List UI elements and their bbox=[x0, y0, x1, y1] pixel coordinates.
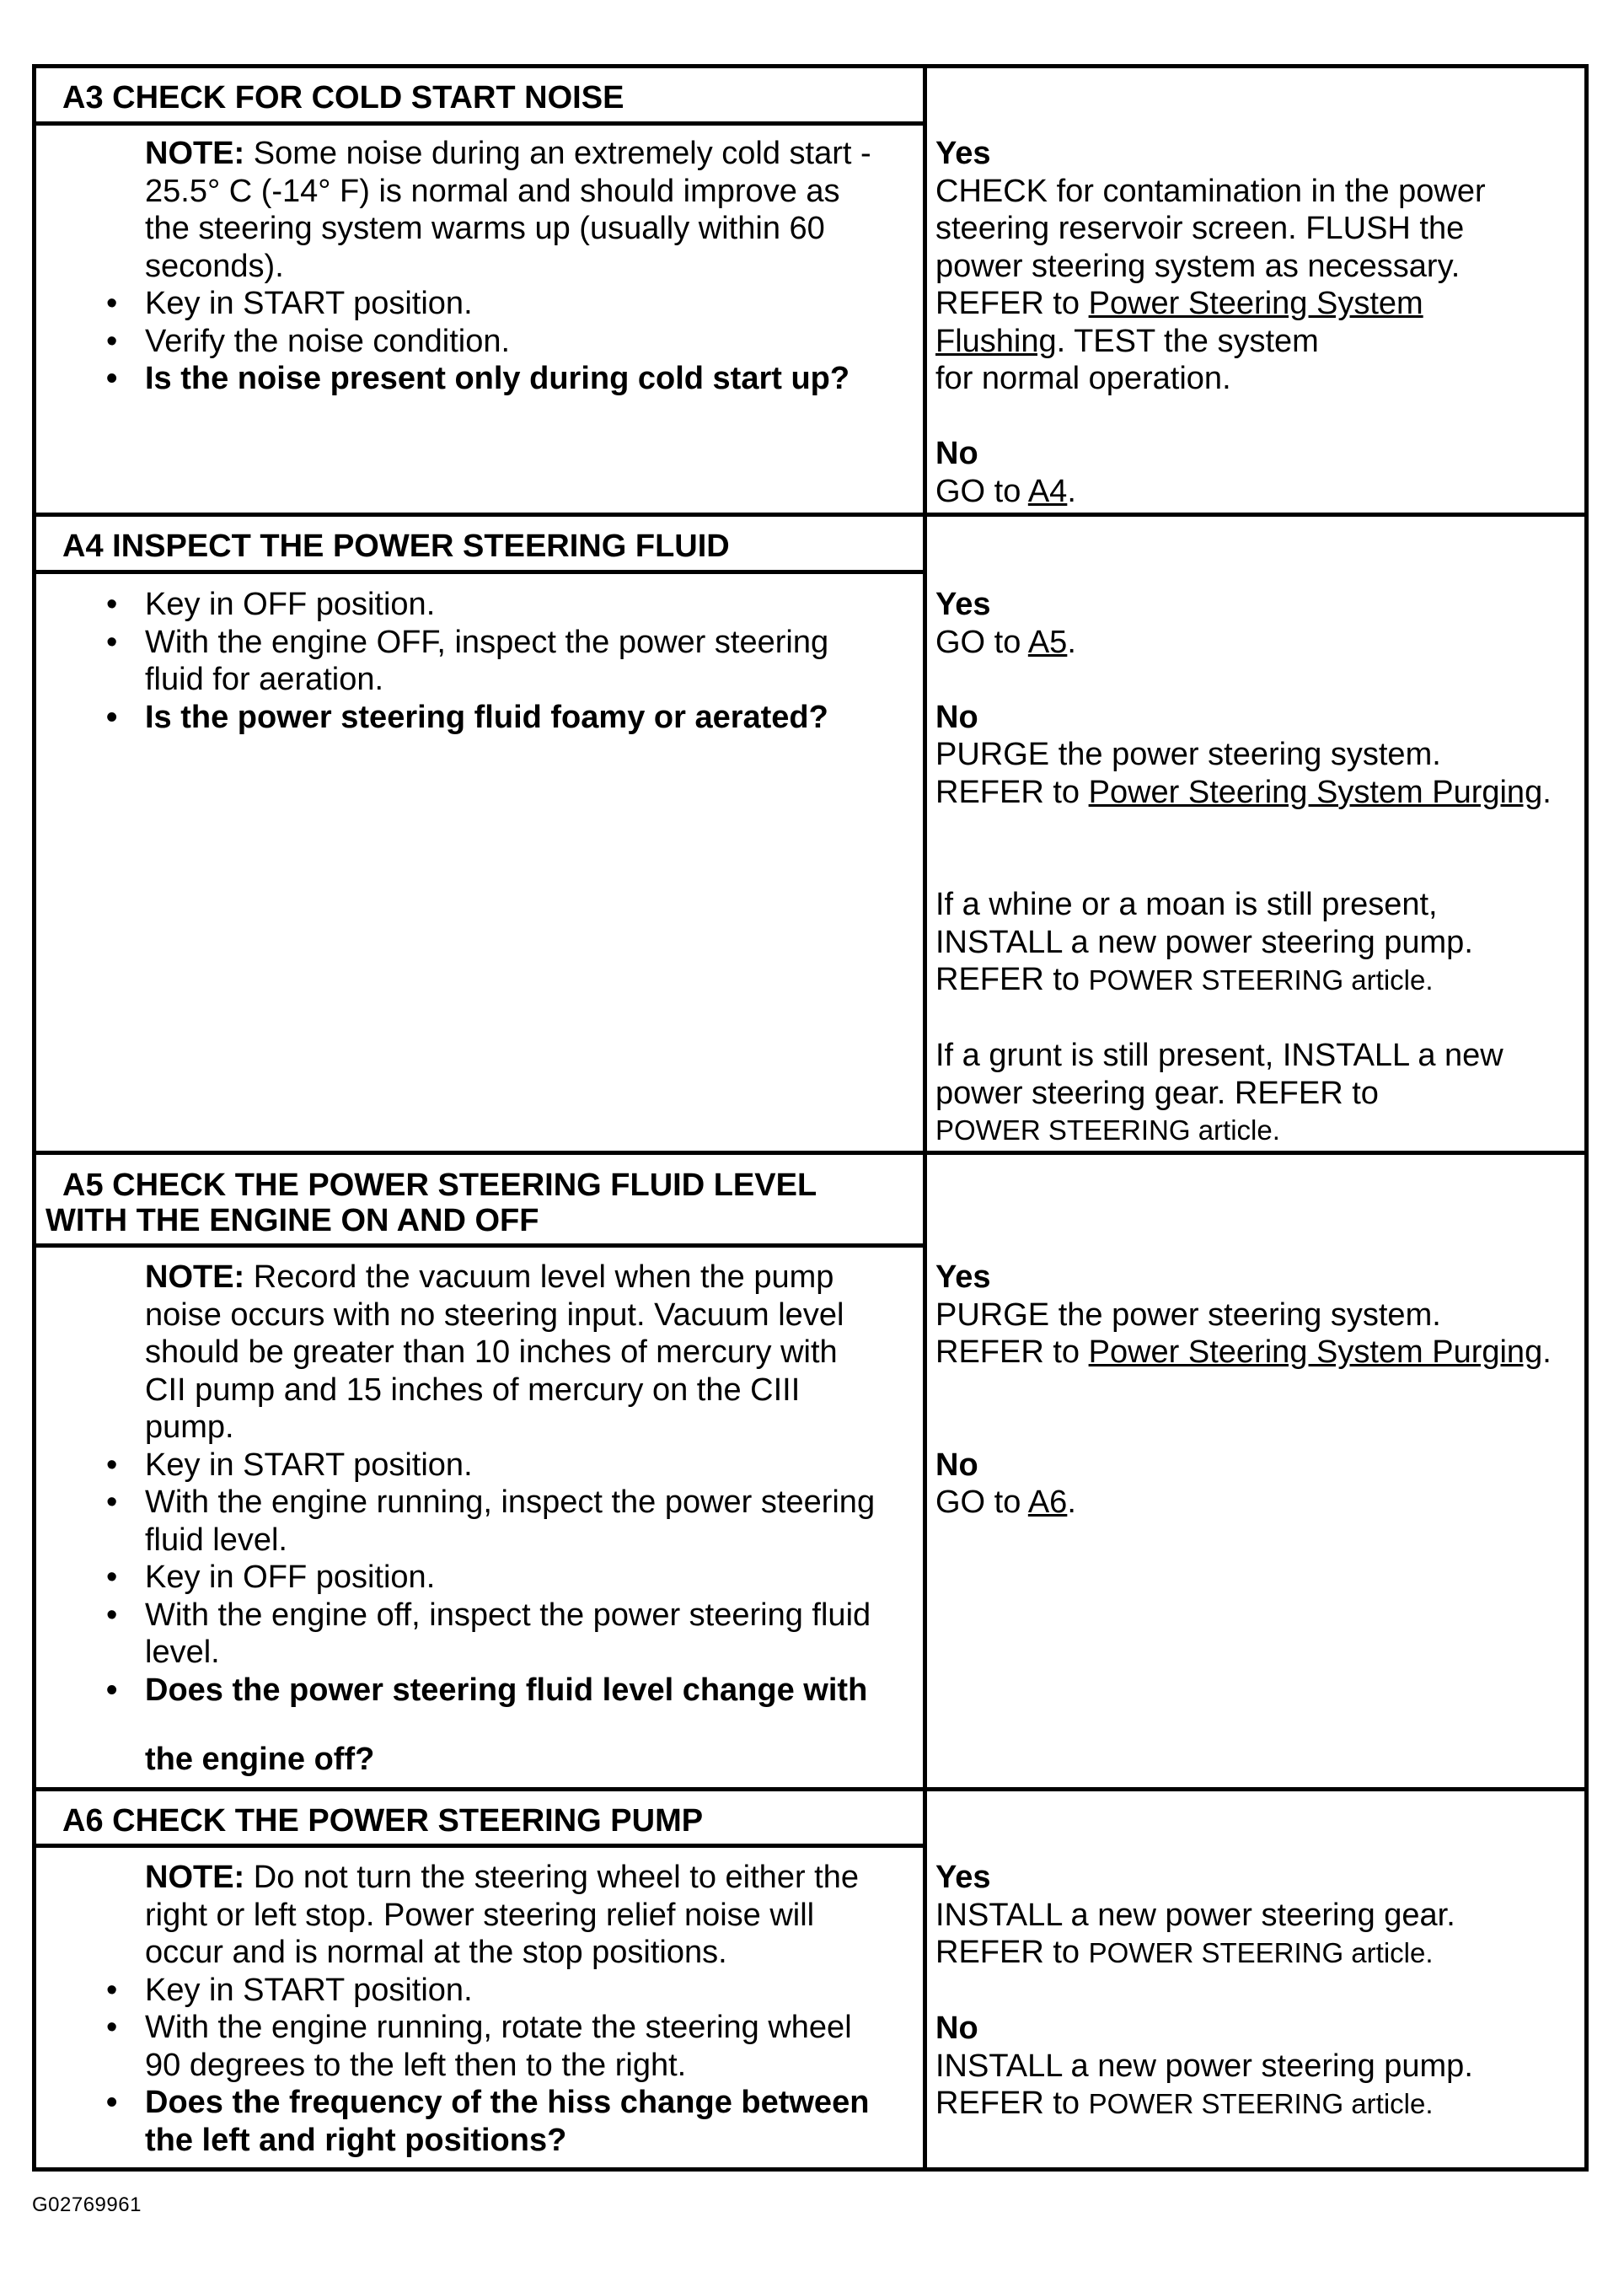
result-line: INSTALL a new power steering pump. bbox=[935, 924, 1473, 960]
note-line: NOTE: Some noise during an extremely cold start - bbox=[145, 136, 871, 171]
step-a4-heading: A4 INSPECT THE POWER STEERING FLUID bbox=[62, 529, 730, 564]
step-a4-instructions bbox=[101, 586, 828, 736]
flushing-link-cont[interactable]: Flushing bbox=[935, 323, 1057, 359]
result-line: INSTALL a new power steering gear. bbox=[935, 1897, 1455, 1933]
yes-label: Yes bbox=[935, 136, 991, 171]
result-line: CHECK for contamination in the power bbox=[935, 173, 1486, 209]
refer-line: REFER to POWER STEERING article. bbox=[935, 2086, 1434, 2121]
yes-label: Yes bbox=[935, 587, 991, 622]
note-line: seconds). bbox=[145, 248, 284, 284]
step-a6-results bbox=[935, 1859, 1473, 2123]
bullet-item: • With the engine running, rotate the steering wheel bbox=[101, 2009, 869, 2047]
purging-link[interactable]: Power Steering System Purging bbox=[1088, 1334, 1543, 1370]
goto-a6-link[interactable]: A6 bbox=[1027, 1484, 1068, 1520]
bullet-item: • With the engine off, inspect the power steering fluid bbox=[101, 1597, 875, 1635]
bullet-continuation: fluid for aeration. bbox=[145, 662, 384, 697]
step-a4-results bbox=[935, 586, 1552, 1150]
result-line: power steering system as necessary. bbox=[935, 248, 1461, 284]
flushing-link[interactable]: Power Steering System bbox=[1088, 286, 1423, 321]
step-a5-heading: A5 CHECK THE POWER STEERING FLUID LEVEL bbox=[62, 1168, 817, 1203]
bullet-item: • Key in START position. bbox=[101, 1447, 875, 1484]
row-rule bbox=[32, 1151, 1589, 1155]
result-line: INSTALL a new power steering pump. bbox=[935, 2048, 1473, 2084]
goto-line: GO to A5. bbox=[935, 624, 1076, 660]
refer-line: REFER to Power Steering System Purging. bbox=[935, 1334, 1552, 1370]
yes-label: Yes bbox=[935, 1259, 991, 1295]
refer-line: REFER to POWER STEERING article. bbox=[935, 1935, 1434, 1970]
note-line: noise occurs with no steering input. Vacuum level bbox=[145, 1297, 844, 1333]
bullet-continuation: 90 degrees to the left then to the right. bbox=[145, 2047, 687, 2083]
result-line: PURGE the power steering system. bbox=[935, 737, 1441, 772]
note-line: NOTE: Record the vacuum level when the pump bbox=[145, 1259, 834, 1295]
refer-line: REFER to POWER STEERING article. bbox=[935, 962, 1434, 997]
result-line: PURGE the power steering system. bbox=[935, 1297, 1441, 1333]
note-line: occur and is normal at the stop positions. bbox=[145, 1935, 727, 1970]
question-continuation: the engine off? bbox=[145, 1742, 375, 1777]
no-label: No bbox=[935, 2011, 978, 2046]
note-line: NOTE: Do not turn the steering wheel to either the bbox=[145, 1860, 859, 1895]
yes-label: Yes bbox=[935, 1860, 991, 1895]
goto-line: GO to A6. bbox=[935, 1484, 1076, 1520]
result-line: steering reservoir screen. FLUSH the bbox=[935, 211, 1465, 246]
bullet-continuation: fluid level. bbox=[145, 1522, 287, 1558]
note-line: CII pump and 15 inches of mercury on the CIII bbox=[145, 1372, 801, 1408]
bullet-item: • Key in START position. bbox=[101, 1972, 869, 2010]
step-a5-results bbox=[935, 1259, 1552, 1522]
no-label: No bbox=[935, 1447, 978, 1483]
refer-line: Flushing. TEST the system bbox=[935, 323, 1319, 359]
question-item: • Is the power steering fluid foamy or aerated? bbox=[101, 699, 828, 737]
row-rule bbox=[32, 121, 927, 126]
result-line: If a whine or a moan is still present, bbox=[935, 887, 1438, 922]
refer-line: REFER to Power Steering System bbox=[935, 286, 1423, 321]
step-a3-instructions bbox=[101, 135, 871, 398]
bullet-item: • Verify the noise condition. bbox=[101, 323, 871, 361]
refer-line: POWER STEERING article. bbox=[935, 1114, 1280, 1146]
bullet-item: • With the engine OFF, inspect the power steering bbox=[101, 624, 828, 662]
bullet-item: • Key in OFF position. bbox=[101, 586, 828, 624]
question-item: • Does the frequency of the hiss change between bbox=[101, 2084, 869, 2122]
note-line: the steering system warms up (usually within 60 bbox=[145, 211, 825, 246]
step-a5-instructions bbox=[101, 1259, 875, 1779]
bullet-continuation: level. bbox=[145, 1635, 220, 1670]
row-rule bbox=[32, 1243, 927, 1248]
result-line: power steering gear. REFER to bbox=[935, 1075, 1379, 1111]
goto-line: GO to A4. bbox=[935, 473, 1076, 509]
purging-link[interactable]: Power Steering System Purging bbox=[1088, 774, 1543, 810]
row-rule bbox=[32, 570, 927, 574]
bullet-item: • Key in START position. bbox=[101, 285, 871, 323]
question-item: • Is the noise present only during cold start up? bbox=[101, 360, 871, 398]
row-rule bbox=[32, 1844, 927, 1848]
question-item: • Does the power steering fluid level change with bbox=[101, 1672, 875, 1710]
no-label: No bbox=[935, 699, 978, 735]
step-a3-results bbox=[935, 135, 1486, 510]
step-a6-instructions bbox=[101, 1859, 869, 2159]
step-a3-heading: A3 CHECK FOR COLD START NOISE bbox=[62, 80, 624, 115]
note-line: pump. bbox=[145, 1409, 234, 1445]
step-a6-heading: A6 CHECK THE POWER STEERING PUMP bbox=[62, 1803, 704, 1839]
bullet-item: • With the engine running, inspect the power steering bbox=[101, 1484, 875, 1522]
result-line: for normal operation. bbox=[935, 361, 1231, 396]
column-divider bbox=[923, 64, 927, 2172]
goto-a5-link[interactable]: A5 bbox=[1027, 624, 1068, 660]
step-a5-heading-cont: WITH THE ENGINE ON AND OFF bbox=[46, 1203, 539, 1238]
note-line: 25.5° C (-14° F) is normal and should improve as bbox=[145, 173, 840, 209]
goto-a4-link[interactable]: A4 bbox=[1027, 473, 1068, 509]
row-rule bbox=[32, 1787, 1589, 1791]
no-label: No bbox=[935, 436, 978, 471]
row-rule bbox=[32, 513, 1589, 517]
question-continuation: the left and right positions? bbox=[145, 2122, 567, 2158]
note-line: should be greater than 10 inches of mercury with bbox=[145, 1334, 838, 1370]
note-line: right or left stop. Power steering relief noise will bbox=[145, 1897, 815, 1933]
bullet-item: • Key in OFF position. bbox=[101, 1559, 875, 1597]
result-line: If a grunt is still present, INSTALL a new bbox=[935, 1038, 1503, 1073]
refer-line: REFER to Power Steering System Purging. bbox=[935, 774, 1552, 810]
figure-code: G02769961 bbox=[32, 2193, 142, 2216]
